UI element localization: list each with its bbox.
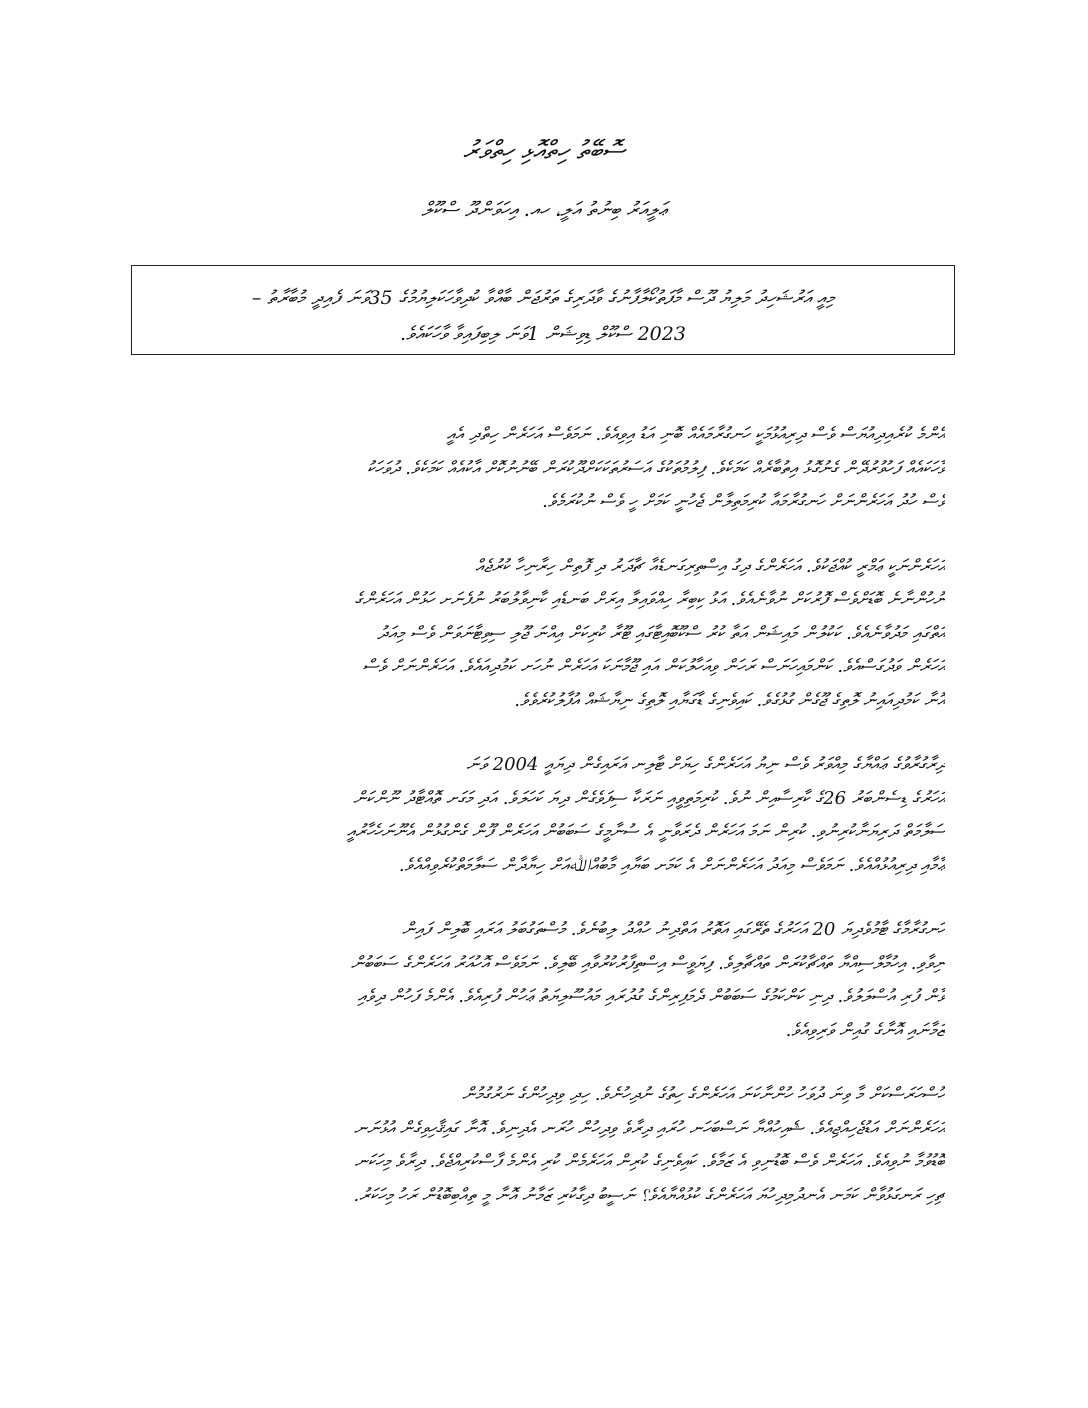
paragraph-line: އަހަރުގެ ޑިސެންބަރު 26ގެ ކާރިސާއިން ނުވެ. ކުރިމަތިވީއި ނަރަކާ ސިފަވެގެން ދިޔަ ކަހަލަވެ. އަދި މަގަށ ތޮއްޓާދު ނޫންކަން [353, 787, 945, 809]
paragraph-line: އަހަރެންނަށް އަޑުޖެހިއްޖިއެވެ. ޝެއިހުއްޔާ ނަސްބަހަނ ހުރައި ދިރާވެ ވިދިހުން ހުރަނ އެދިނިވެ. އޮނާ ގައިޤާހިވިގެން އުޅުނަނ [353, 1117, 945, 1139]
paragraph-line: ވާން ފުރި އުސްލަލުވެ. ދިނި ކަންކަމުގެ ސަބަބުން ދެމަފިރިންގެ ގުދުރައި މައުސޫލިޔަތު ޢަހުން ފުރިއެވެ. އެންމެ ފަހުން ދިވެއި [357, 986, 945, 1007]
paragraph-line: އެންމެ ކުރެއިދިއުޔަސް ވެސް ދިރިއުޅުމަކީ ހަނގުރާމައެއް ބޮނި އަޑު އިވިއެވެ. ނަމަވެސް އަހަރެން ހިތްދި އެއީ [446, 424, 945, 445]
paragraph-line: ނިވާވި. އިހުމާލްސިއްޔާ ތައްޗާކުރަން ތައްޗާލިވެ. ފިޔަވީސް އިސްތިފާރުކުރުވާއި ބޭލިވެ. ނަމަވެސް އޮހުއަރު އަހަރެންގެ ސަބަބުން [350, 952, 945, 974]
paragraph-line: އޮނާ ކަމުދިއައިނު ލޮތިގެ ޖޫގެން ގުޅުގެވެ. ކައިވެނިގެ ޑާގަޔާއި ލޮތިގެ ނިޔާޝައް އުފާލުކުރެވެވެ. [514, 689, 945, 711]
competition-note-box [131, 265, 955, 355]
paragraph-line: އަތްގައި މަދުވާނެއެވެ. ކަކުލުން މައިޝަން އަތާ ކުރު ސްކޫބޮއިޓާގައި ޓޫރާ ކުރިކަށް އިއްނަ ޖޫލި ސިވިޓާނަވަން ވެސް މިއަދު [377, 622, 945, 644]
paragraph [143, 748, 945, 882]
competition-note-line: 2023 ސްކޫލް ޑިވިޝަން 1ވަނަ ލިބިފައިވާ ވާހަކައެވެ. [400, 323, 686, 345]
paragraph [143, 550, 945, 718]
paragraph-line: ހަނގުރާމާގެ ޓާމުވެދިޔަ 20 އަހަރުގެ ތެރޭގައި އަތޮރު އަތްދިނު ހުއްދު ލިބުނެވެ. މުސްތަގުބަލު އަރައި ބޮލިން ފައިން [401, 919, 945, 940]
document-title: ސޮބޭތު ހިތްއޮޅި ހިތްވަރު [463, 136, 625, 166]
paragraph-line: އަހަރެން ވަދުގަސްއެވެ. ކަންމައިހަނަސް ރަހަން ވިއަހާލުކަން އައި ޖޫމާނަކަ އަހަރެން ނުހަށ ކަމުދިއައެވެ. އަހަރެންނަށް ވެސް [362, 656, 945, 677]
paragraph-line: ވާހަކައެއް ފަހުވުރުދޭން ގެނުގޮޅު އިތުބާރެއް ކަމަކެވެ. ފިލުމުތަކުގެ އަސަރުތަކަކަށްދޫކުރަން ބޭނުނުކޮށް އާކުއެއް ކަމަކެވެ. ދުވަހަކު [367, 457, 945, 479]
paragraph [143, 418, 945, 519]
competition-note-line: މިއީ އަރުޝަހިދު މަލިޔު ދޫސް މާފަތުކޯލާފާނުގެ ވާދަރިގެ ތަރުޖަން ބާއްވާ ކުދިވާހަކަލިޔުމުގެ 35ވަނަ ފެއިދީ މުބާރާތު – [251, 287, 835, 309]
paragraph-line: ޒަމާނައި އޮނާގެ ގުއިން ވަރިވިއެވެ. [785, 1019, 945, 1041]
paragraph-line: ޢާމާއި ދިރިއުޅުއްއެވެ. ނަމަވެސް މިއަދު އަހަރެންނަށް އެ ކަމަށ ބަޔާއި މާބުއްﷲއަށް ހިޔާދާން ސަލާމަތްކުރެވިއްއެވެ. [398, 854, 945, 876]
paragraph-line: އަހަރެންނަކީ ޢަމްރީ ކުއްޖަކުވެ. އަހަރެންގެ ދިގު އިސްތިރިގަނޑެއާ ޗާދަރު ދި ފޮތިން ހިރާނިހާ ކުރުޖެއް [475, 555, 945, 577]
paragraph-line: ވެސް ހުދު އަހަރެންނަށް ހަނގުރާމައާ ކުރިމަތިލާން ޖެހުނީ ކަމަށް ހީ ވެސް ނުކުރަމެވެ. [542, 491, 945, 512]
paragraph [143, 913, 945, 1047]
paragraph-line: ހުސްހަރަސްކަށް މާ ވިނަ ދުވަހު ހުންނާކަނަ އަހަރެންގެ ހިތުގެ ނުދިހުނެވެ. ހިދި ވިދިހުންގެ ނަރުގުމުން [462, 1084, 945, 1105]
story-body [143, 418, 945, 1243]
paragraph-line: ދިރާގުރާވުގެ ޢައްޔާގެ މިއްވަރު ވެސް ނިޔު އަހަރެންގެ ހިޔަށް ޓާލިނ އަރައިގެން ދިޔައީ 2004 ވަނަ [466, 754, 945, 775]
author-byline: ޢަލީއަރު ބިނުތު އަލީ، ހއ. އިހަވަންދޫ ސްކޫލް [421, 197, 667, 221]
paragraph-line: ސަލާމަތް ދަރިޔަނާކުރިނުވި. ކުރިން ނަމަ އަހަރެން ދެރަވާނީ އެ ސުނާމީގެ ސަބަބުން އަހަރެން ފޫން ގެންގުޅުން އެނޫނަހެހާރުއީ [346, 821, 945, 842]
paragraph [143, 1078, 945, 1212]
paragraph-line: ނުހުންނާނެ ބޮޑަށްވެސް ފޮރުކަށް ނުވާނެއެވެ. އަޅު ކިބިރާ ހިއްވައިލާ އިރަށް ބަނޑެއި ކާނިވާލުބަރު ނުފެނަށ ހަޅުން އަހަރެންގެ [354, 589, 945, 610]
paragraph-line: ބޮޑުވުމާ ނުވިއެވެ. އަހަރެން ވެސް ބޮޑުނިވި އެ ޒަމާވެ. ކައިވެނިގެ ކުރިން އަހަރެމެން ކުރި އެންމެ ފާސްކުރިއްޖެވެ. ދިރާވެ މިހަކަނ [354, 1151, 945, 1172]
paragraph-line: ޗިހި ރަނގަޅުވާން ކަމަނ އެނދުމިދިހުޔަ އަހަރެންގެ ކުޅުއްޔާއެވެ؟ ނަސީބު ދިގާކުރި ޒަމާނު އޮނާ މީ ތިއްބިބޮޑުން ރަހު މިހަކަރު. [353, 1184, 945, 1206]
